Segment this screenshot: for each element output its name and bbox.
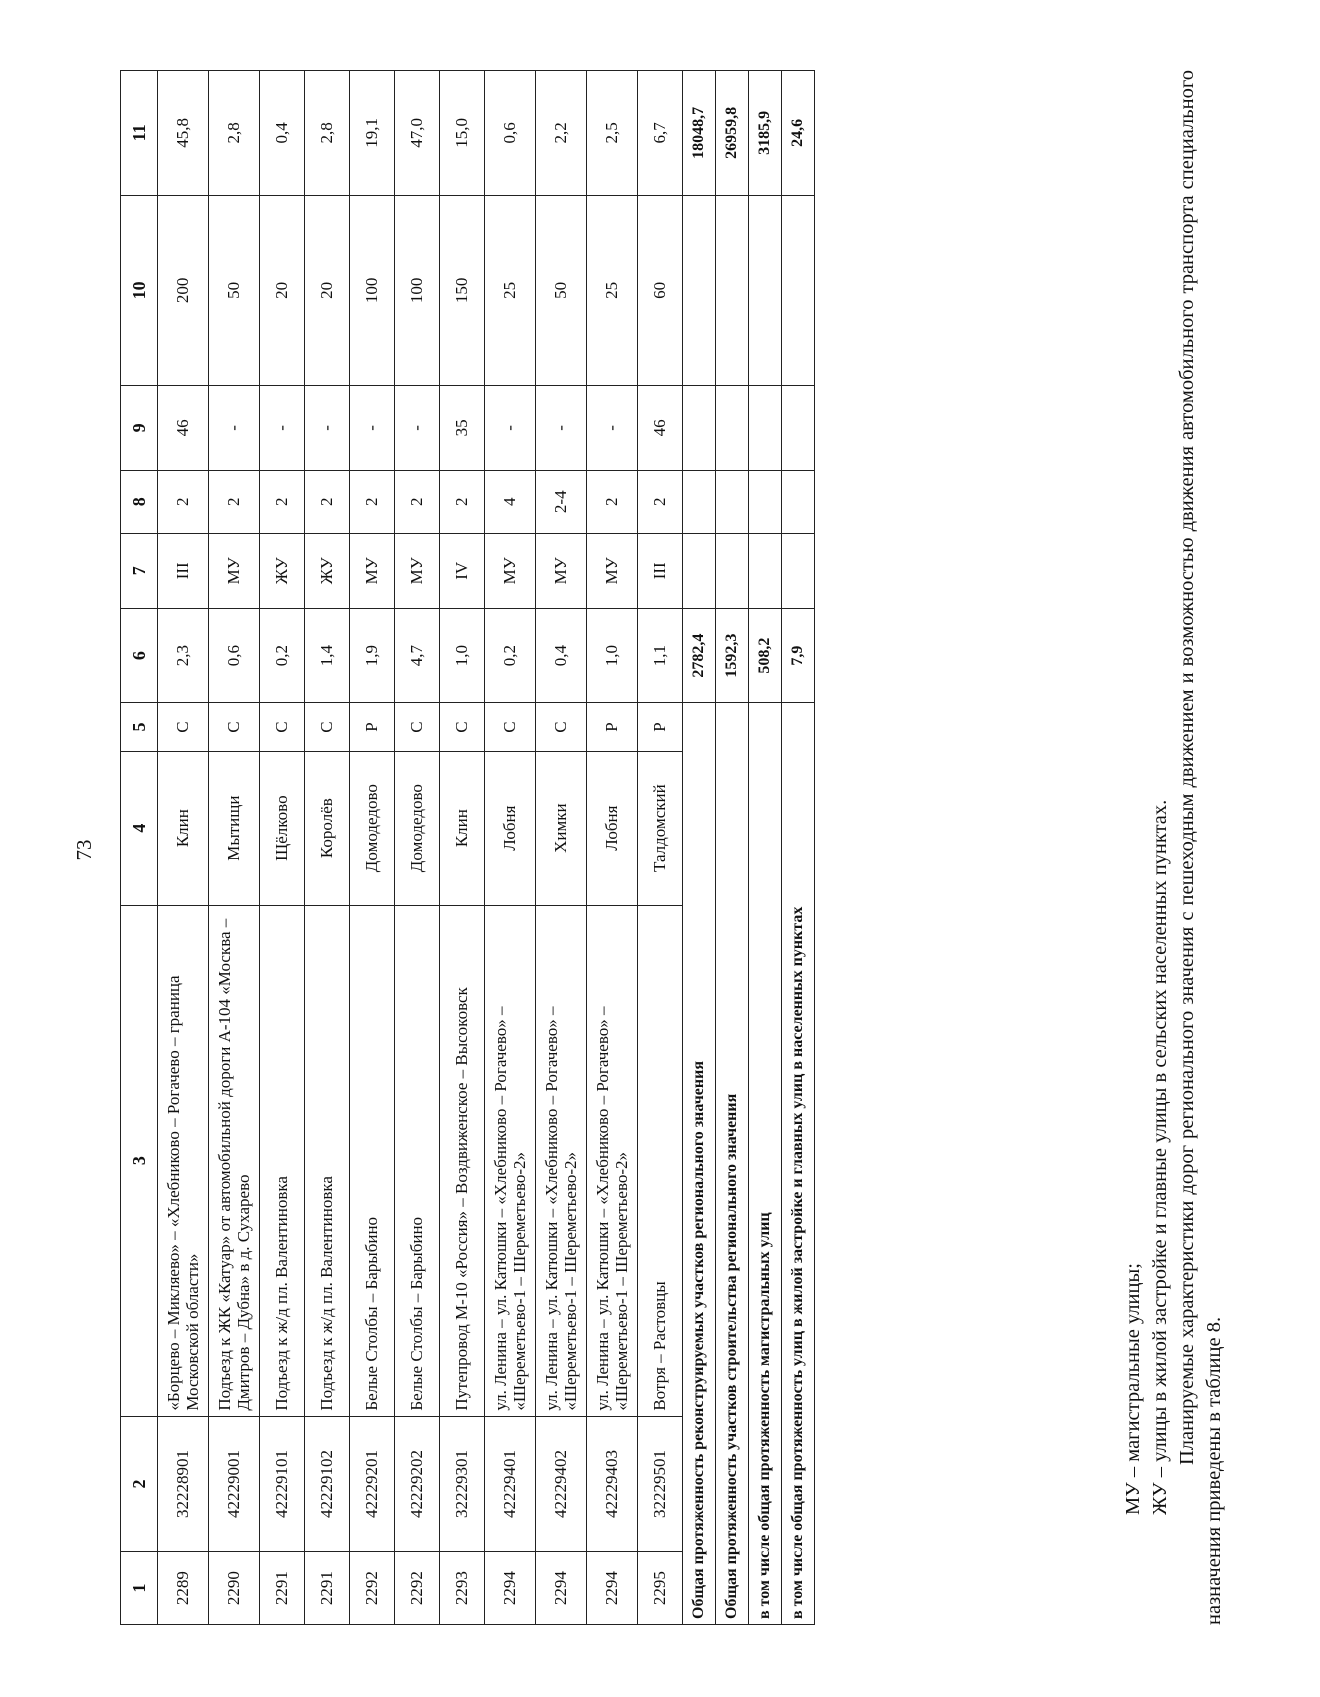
row-number-cell: 2295: [638, 1552, 683, 1625]
empty-cell: [716, 385, 749, 470]
lanes-cell: 2: [305, 470, 350, 533]
column-header: 2: [121, 1416, 158, 1552]
speed-cell: -: [350, 385, 395, 470]
empty-cell: [782, 385, 815, 470]
work-type-cell: С: [158, 703, 209, 751]
row-number-cell: 2289: [158, 1552, 209, 1625]
lanes-cell: 2: [350, 470, 395, 533]
empty-cell: [749, 195, 782, 385]
lanes-cell: 2: [158, 470, 209, 533]
column-header: 3: [121, 905, 158, 1416]
road-name-cell: ул. Ленина – ул. Катюшки – «Хлебниково – Рогачево» – «Шереметьево-1 – Шереметьево-2»: [536, 905, 587, 1416]
road-code-cell: 42229403: [587, 1416, 638, 1552]
table-row: [440, 71, 485, 1625]
road-category-cell: III: [638, 533, 683, 608]
rotated-page: [120, 70, 1320, 1625]
width-cell: 100: [395, 195, 440, 385]
work-type-cell: С: [536, 703, 587, 751]
total-label: Общая протяженность участков строительства регионального значения: [716, 703, 749, 1625]
municipality-cell: Клин: [158, 751, 209, 905]
column-header: 8: [121, 470, 158, 533]
row-number-cell: 2290: [209, 1552, 260, 1625]
width-cell: 20: [305, 195, 350, 385]
total-area: 26959,8: [716, 71, 749, 196]
road-category-cell: МУ: [395, 533, 440, 608]
total-row: [782, 71, 815, 1625]
width-cell: 100: [350, 195, 395, 385]
road-category-cell: III: [158, 533, 209, 608]
table-row: [587, 71, 638, 1625]
lanes-cell: 2: [395, 470, 440, 533]
work-type-cell: Р: [638, 703, 683, 751]
note-mu: МУ – магистральные улицы;: [1122, 1263, 1144, 1515]
table-header-row: [121, 71, 158, 1625]
area-cell: 0,6: [485, 71, 536, 196]
road-name-cell: Подъезд к ЖК «Катуар» от автомобильной дороги А-104 «Москва –Дмитров – Дубна» в д. Сухарево: [209, 905, 260, 1416]
speed-cell: -: [305, 385, 350, 470]
road-name-cell: Подъезд к ж/д пл. Валентиновка: [260, 905, 305, 1416]
total-length: 7,9: [782, 608, 815, 702]
area-cell: 2,2: [536, 71, 587, 196]
total-length: 2782,4: [683, 608, 716, 702]
speed-cell: -: [536, 385, 587, 470]
speed-cell: -: [485, 385, 536, 470]
road-name-cell: Белые Столбы – Барыбино: [395, 905, 440, 1416]
column-header: 10: [121, 195, 158, 385]
empty-cell: [749, 385, 782, 470]
page-number-wrap: [54, 830, 114, 870]
speed-cell: 46: [638, 385, 683, 470]
width-cell: 20: [260, 195, 305, 385]
road-name-cell: Подъезд к ж/д пл. Валентиновка: [305, 905, 350, 1416]
column-header: 6: [121, 608, 158, 702]
road-code-cell: 42229402: [536, 1416, 587, 1552]
width-cell: 25: [587, 195, 638, 385]
road-category-cell: IV: [440, 533, 485, 608]
road-code-cell: 42229401: [485, 1416, 536, 1552]
road-name-cell: «Борцево – Микляево» – «Хлебниково – Рогачево – граница Московской области»: [158, 905, 209, 1416]
page-number: 73: [72, 839, 96, 861]
empty-cell: [782, 470, 815, 533]
area-cell: 15,0: [440, 71, 485, 196]
work-type-cell: С: [440, 703, 485, 751]
road-name-cell: ул. Ленина – ул. Катюшки – «Хлебниково – Рогачево» – «Шереметьево-1 – Шереметьево-2»: [587, 905, 638, 1416]
table-row: [638, 71, 683, 1625]
length-cell: 1,4: [305, 608, 350, 702]
length-cell: 1,9: [350, 608, 395, 702]
speed-cell: -: [209, 385, 260, 470]
lanes-cell: 2: [209, 470, 260, 533]
road-code-cell: 42229201: [350, 1416, 395, 1552]
empty-cell: [716, 470, 749, 533]
empty-cell: [716, 195, 749, 385]
total-length: 1592,3: [716, 608, 749, 702]
lanes-cell: 4: [485, 470, 536, 533]
road-name-cell: ул. Ленина – ул. Катюшки – «Хлебниково – Рогачево» – «Шереметьево-1 – Шереметьево-2»: [485, 905, 536, 1416]
table-row: [536, 71, 587, 1625]
width-cell: 50: [209, 195, 260, 385]
row-number-cell: 2291: [260, 1552, 305, 1625]
width-cell: 60: [638, 195, 683, 385]
road-name-cell: Белые Столбы – Барыбино: [350, 905, 395, 1416]
empty-cell: [683, 533, 716, 608]
road-category-cell: ЖУ: [305, 533, 350, 608]
area-cell: 2,8: [209, 71, 260, 196]
road-code-cell: 42229001: [209, 1416, 260, 1552]
row-number-cell: 2292: [350, 1552, 395, 1625]
empty-cell: [782, 533, 815, 608]
note-paragraph: Планируемые характеристики дорог регионального значения с пешеходным движением и возможностью движения автомобильного транспорта специального назначения приведены в таблице 8.: [1176, 70, 1226, 1625]
municipality-cell: Лобня: [587, 751, 638, 905]
width-cell: 50: [536, 195, 587, 385]
empty-cell: [683, 195, 716, 385]
work-type-cell: С: [209, 703, 260, 751]
road-code-cell: 32228901: [158, 1416, 209, 1552]
area-cell: 47,0: [395, 71, 440, 196]
row-number-cell: 2294: [587, 1552, 638, 1625]
area-cell: 45,8: [158, 71, 209, 196]
speed-cell: 46: [158, 385, 209, 470]
table-row: [485, 71, 536, 1625]
table-row: [350, 71, 395, 1625]
length-cell: 0,2: [260, 608, 305, 702]
road-category-cell: МУ: [350, 533, 395, 608]
row-number-cell: 2293: [440, 1552, 485, 1625]
table-body: [158, 71, 815, 1625]
municipality-cell: Химки: [536, 751, 587, 905]
road-code-cell: 32229501: [638, 1416, 683, 1552]
work-type-cell: С: [485, 703, 536, 751]
municipality-cell: Щёлково: [260, 751, 305, 905]
table-row: [158, 71, 209, 1625]
work-type-cell: С: [260, 703, 305, 751]
row-number-cell: 2292: [395, 1552, 440, 1625]
municipality-cell: Домодедово: [350, 751, 395, 905]
length-cell: 0,4: [536, 608, 587, 702]
length-cell: 4,7: [395, 608, 440, 702]
work-type-cell: Р: [587, 703, 638, 751]
row-number-cell: 2291: [305, 1552, 350, 1625]
road-code-cell: 32229301: [440, 1416, 485, 1552]
width-cell: 25: [485, 195, 536, 385]
column-header: 11: [121, 71, 158, 196]
municipality-cell: Талдомский: [638, 751, 683, 905]
note-zhu: ЖУ – улицы в жилой застройке и главные улицы в сельских населенных пунктах.: [1149, 799, 1172, 1515]
road-category-cell: МУ: [209, 533, 260, 608]
length-cell: 1,0: [587, 608, 638, 702]
length-cell: 0,2: [485, 608, 536, 702]
road-code-cell: 42229101: [260, 1416, 305, 1552]
row-number-cell: 2294: [485, 1552, 536, 1625]
empty-cell: [749, 533, 782, 608]
total-row: [716, 71, 749, 1625]
area-cell: 6,7: [638, 71, 683, 196]
area-cell: 2,5: [587, 71, 638, 196]
road-category-cell: ЖУ: [260, 533, 305, 608]
road-category-cell: МУ: [485, 533, 536, 608]
road-name-cell: Вотря – Растовцы: [638, 905, 683, 1416]
table-row: [260, 71, 305, 1625]
lanes-cell: 2-4: [536, 470, 587, 533]
lanes-cell: 2: [440, 470, 485, 533]
total-length: 508,2: [749, 608, 782, 702]
table-row: [305, 71, 350, 1625]
length-cell: 0,6: [209, 608, 260, 702]
empty-cell: [716, 533, 749, 608]
column-header: 5: [121, 703, 158, 751]
road-code-cell: 42229102: [305, 1416, 350, 1552]
area-cell: 2,8: [305, 71, 350, 196]
work-type-cell: С: [395, 703, 440, 751]
notes-block: [1120, 70, 1228, 1625]
lanes-cell: 2: [587, 470, 638, 533]
width-cell: 150: [440, 195, 485, 385]
column-header: 7: [121, 533, 158, 608]
road-code-cell: 42229202: [395, 1416, 440, 1552]
length-cell: 2,3: [158, 608, 209, 702]
area-cell: 19,1: [350, 71, 395, 196]
municipality-cell: Мытищи: [209, 751, 260, 905]
total-row: [749, 71, 782, 1625]
municipality-cell: Королёв: [305, 751, 350, 905]
municipality-cell: Домодедово: [395, 751, 440, 905]
empty-cell: [683, 470, 716, 533]
total-label: в том числе общая протяженность магистральных улиц: [749, 703, 782, 1625]
work-type-cell: С: [305, 703, 350, 751]
roads-table: [120, 70, 815, 1625]
work-type-cell: Р: [350, 703, 395, 751]
speed-cell: 35: [440, 385, 485, 470]
width-cell: 200: [158, 195, 209, 385]
speed-cell: -: [260, 385, 305, 470]
column-header: 1: [121, 1552, 158, 1625]
column-header: 4: [121, 751, 158, 905]
length-cell: 1,0: [440, 608, 485, 702]
road-category-cell: МУ: [536, 533, 587, 608]
empty-cell: [782, 195, 815, 385]
total-area: 3185,9: [749, 71, 782, 196]
area-cell: 0,4: [260, 71, 305, 196]
table-row: [209, 71, 260, 1625]
total-label: Общая протяженность реконструируемых участков регионального значения: [683, 703, 716, 1625]
total-label: в том числе общая протяженность улиц в жилой застройке и главных улиц в населенных пунктах: [782, 703, 815, 1625]
speed-cell: -: [395, 385, 440, 470]
speed-cell: -: [587, 385, 638, 470]
municipality-cell: Лобня: [485, 751, 536, 905]
column-header: 9: [121, 385, 158, 470]
lanes-cell: 2: [260, 470, 305, 533]
table-row: [395, 71, 440, 1625]
empty-cell: [683, 385, 716, 470]
municipality-cell: Клин: [440, 751, 485, 905]
road-category-cell: МУ: [587, 533, 638, 608]
total-area: 18048,7: [683, 71, 716, 196]
lanes-cell: 2: [638, 470, 683, 533]
total-row: [683, 71, 716, 1625]
total-area: 24,6: [782, 71, 815, 196]
row-number-cell: 2294: [536, 1552, 587, 1625]
length-cell: 1,1: [638, 608, 683, 702]
empty-cell: [749, 470, 782, 533]
road-name-cell: Путепровод М-10 «Россия» – Воздвиженское – Высоковск: [440, 905, 485, 1416]
